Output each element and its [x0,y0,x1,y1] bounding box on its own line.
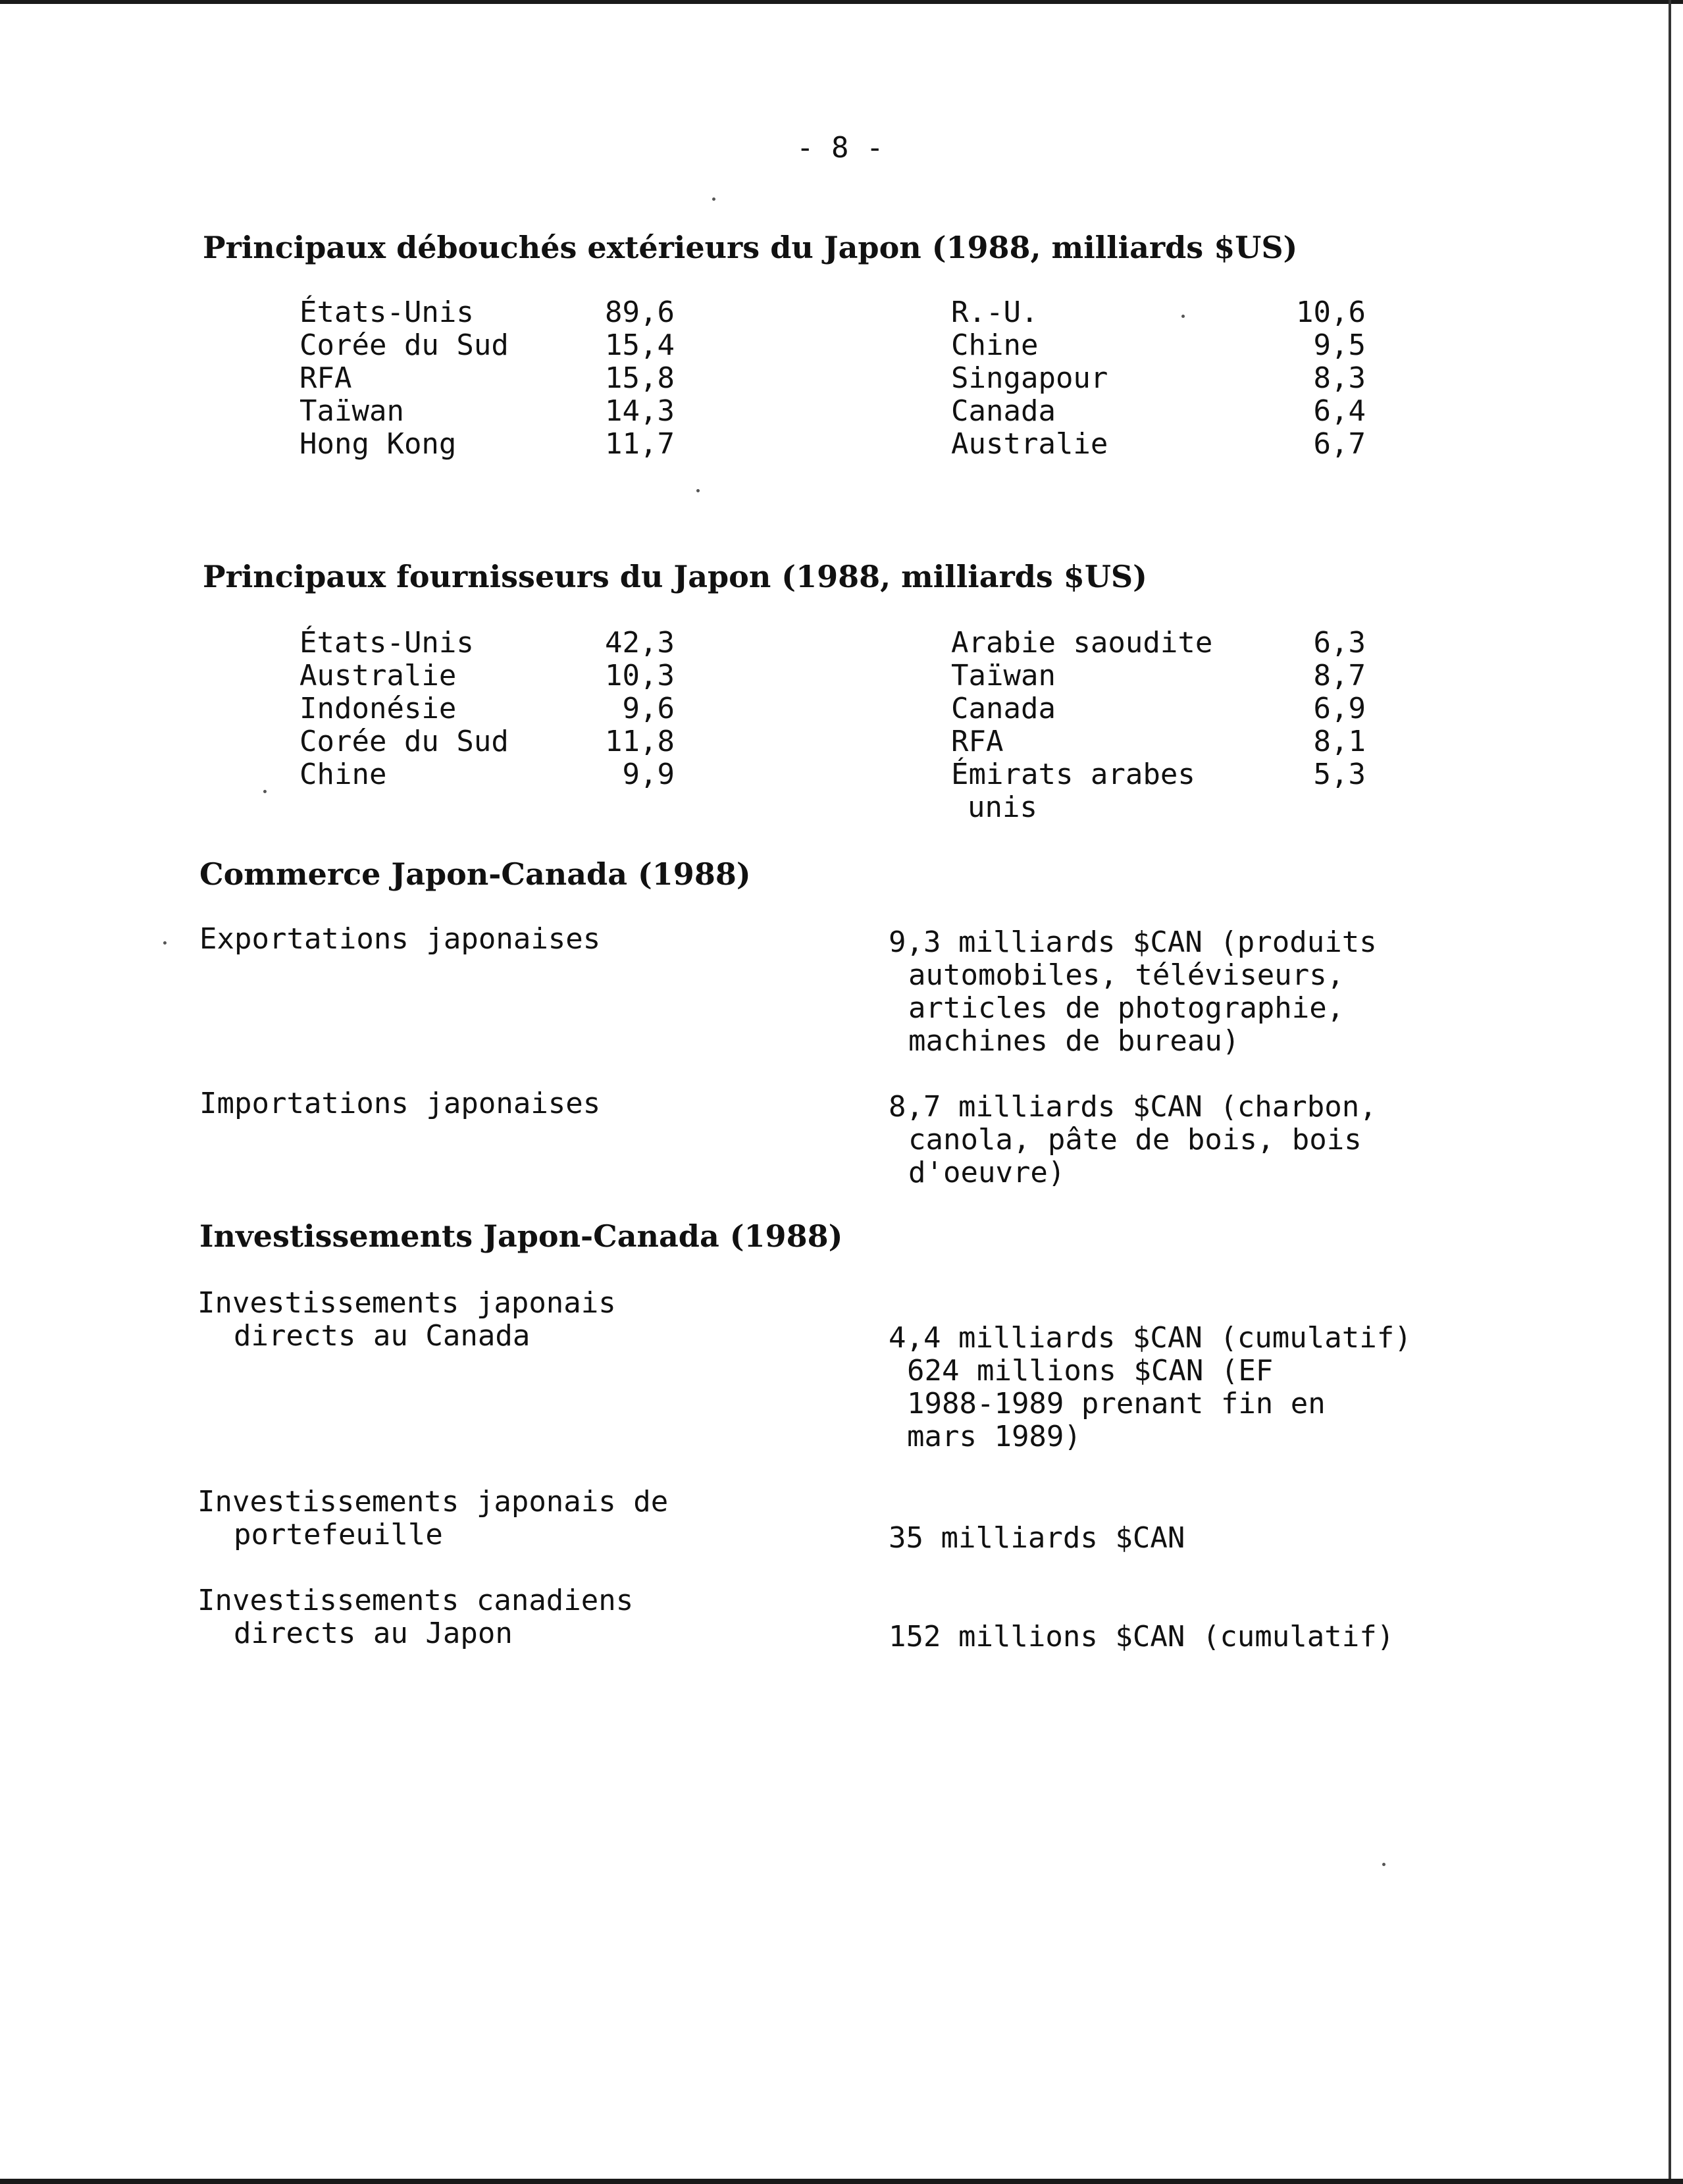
list-item-value: 8,3 [1313,361,1366,395]
list-item-country: Corée du Sud [299,725,509,758]
imports-value-line: 8,7 milliards $CAN (charbon, [889,1090,1377,1124]
list-item-country: Canada [951,692,1056,725]
list-item-value: 11,7 [605,427,675,461]
exports-value-line: machines de bureau) [908,1024,1240,1058]
imports-value-line: canola, pâte de bois, bois [908,1123,1362,1157]
list-item-country: Canada [951,394,1056,428]
scan-speck [696,489,700,492]
list-item-country: Indonésie [299,692,457,725]
direct-value-line: 624 millions $CAN (EF [907,1354,1274,1388]
page-number: - 8 - [796,131,884,165]
list-item-country: Arabie saoudite [951,626,1213,660]
list-item-country: États-Unis [299,626,474,660]
direct-value-line: mars 1989) [907,1420,1081,1453]
list-item-value: 15,8 [605,361,675,395]
portfolio-label-line: portefeuille [234,1518,443,1551]
page-border-right [1669,0,1671,2184]
canadian-label-line: Investissements canadiens [197,1584,634,1617]
direct-label-line: Investissements japonais [197,1286,616,1320]
scan-speck [263,790,267,793]
list-item-country: Taïwan [951,659,1056,692]
trade-title: Commerce Japon-Canada (1988) [199,856,751,892]
list-item-country: Singapour [951,361,1108,395]
list-item-value: 8,7 [1313,659,1366,692]
list-item-country: Chine [951,328,1039,362]
list-item-country: RFA [299,361,352,395]
exports-value-line: 9,3 milliards $CAN (produits [889,925,1377,959]
list-item-value: 5,3 [1313,758,1366,791]
list-item-country: RFA [951,725,1004,758]
canadian-value: 152 millions $CAN (cumulatif) [889,1620,1395,1653]
list-item-country: Taïwan [299,394,404,428]
list-item-value: 42,3 [605,626,675,660]
list-item-country: Australie [299,659,457,692]
imports-title: Principaux fournisseurs du Japon (1988, milliards $US) [203,559,1147,594]
list-item-value: 8,1 [1313,725,1366,758]
imports-label: Importations japonaises [199,1087,601,1120]
exports-value-line: automobiles, téléviseurs, [908,958,1345,992]
exports-value-line: articles de photographie, [908,991,1345,1025]
list-item-country: Hong Kong [299,427,457,461]
exports-label: Exportations japonaises [199,922,601,956]
portfolio-label-line: Investissements japonais de [197,1485,669,1519]
direct-label-line: directs au Canada [234,1319,531,1353]
list-item-value: 9,6 [622,692,675,725]
imports-value-line: d'oeuvre) [908,1156,1066,1189]
exports-title: Principaux débouchés extérieurs du Japon (1988, milliards $US) [203,230,1298,265]
list-item-value: 15,4 [605,328,675,362]
list-item-country-continuation: unis [968,791,1037,824]
list-item-value: 9,5 [1313,328,1366,362]
list-item-value: 89,6 [605,296,675,329]
list-item-value: 6,9 [1313,692,1366,725]
list-item-value: 11,8 [605,725,675,758]
page-border-bottom [0,2179,1683,2184]
list-item-value: 9,9 [622,758,675,791]
investments-title: Investissements Japon-Canada (1988) [199,1218,843,1254]
list-item-value: 6,3 [1313,626,1366,660]
list-item-country: Corée du Sud [299,328,509,362]
list-item-country: États-Unis [299,296,474,329]
list-item-value: 10,3 [605,659,675,692]
direct-value-line: 4,4 milliards $CAN (cumulatif) [889,1321,1412,1355]
list-item-value: 14,3 [605,394,675,428]
direct-value-line: 1988-1989 prenant fin en [907,1387,1326,1420]
list-item-country: R.-U. [951,296,1039,329]
canadian-label-line: directs au Japon [234,1617,513,1650]
scan-speck [163,941,167,945]
scan-speck [1382,1863,1385,1866]
scan-speck [712,197,715,201]
page-border-top [0,0,1683,4]
list-item-country: Chine [299,758,387,791]
list-item-value: 6,4 [1313,394,1366,428]
scan-speck [1181,315,1185,318]
list-item-value: 10,6 [1296,296,1366,329]
list-item-country: Émirats arabes [951,758,1195,791]
list-item-value: 6,7 [1313,427,1366,461]
list-item-country: Australie [951,427,1108,461]
portfolio-value: 35 milliards $CAN [889,1521,1185,1555]
